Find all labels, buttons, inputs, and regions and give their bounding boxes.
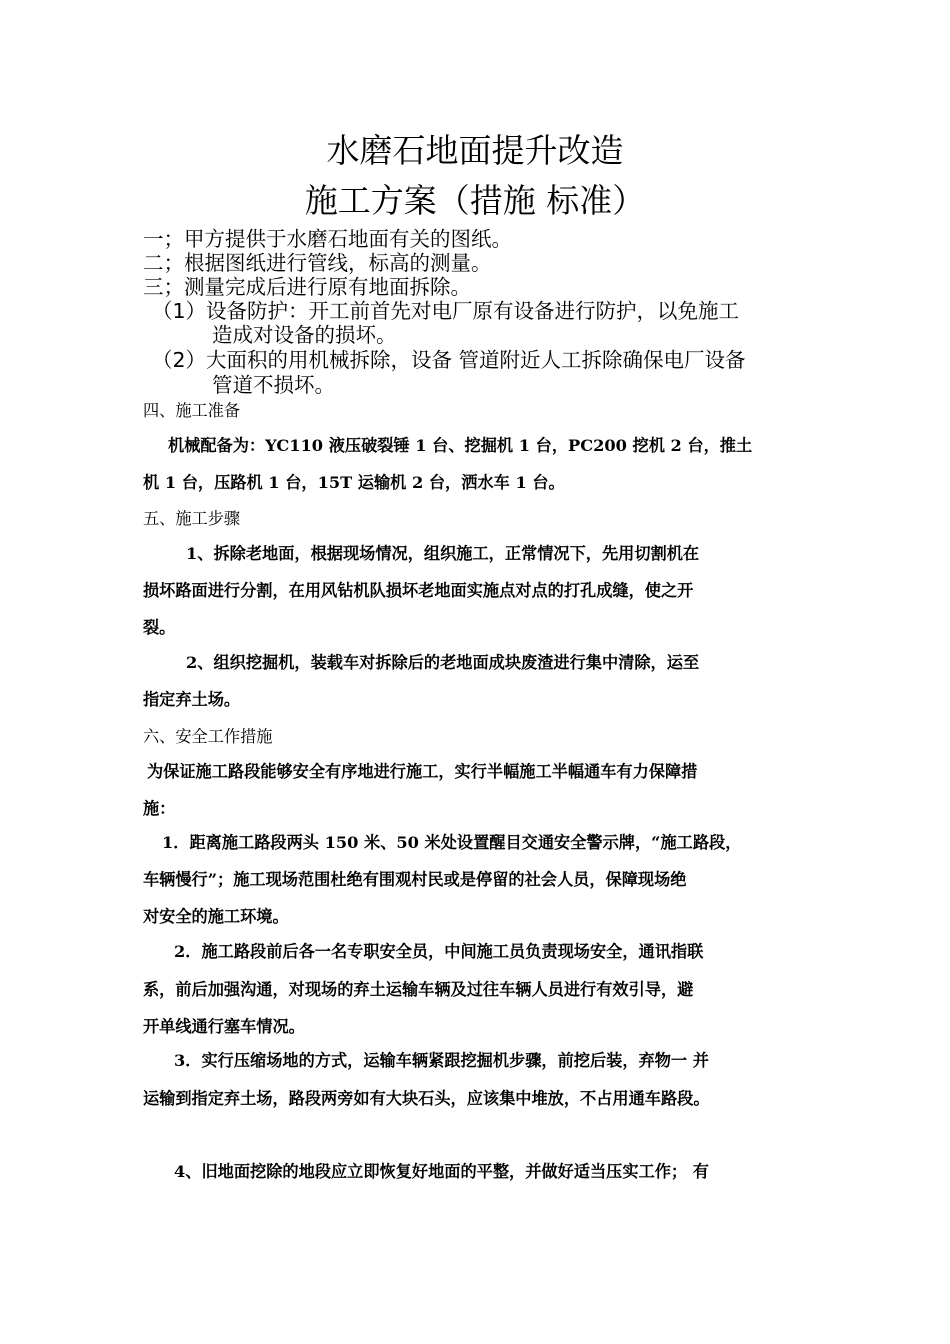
intro-subitem-1-line2: 造成对设备的损坏。 bbox=[212, 323, 397, 347]
intro-item-1: 一；甲方提供于水磨石地面有关的图纸。 bbox=[143, 227, 512, 251]
section-5-p1-line2: 损坏路面进行分割，在用风钻机队损坏老地面实施点对点的打孔成缝，使之开 bbox=[143, 581, 694, 600]
section-5-heading: 五、施工步骤 bbox=[143, 509, 241, 528]
section-4-line2: 机 1 台，压路机 1 台，15T 运输机 2 台，洒水车 1 台。 bbox=[143, 473, 565, 492]
measure-2-line2: 系，前后加强沟通，对现场的弃土运输车辆及过往车辆人员进行有效引导，避 bbox=[143, 980, 694, 999]
document-title-line1: 水磨石地面提升改造 bbox=[326, 131, 624, 170]
intro-item-3: 三；测量完成后进行原有地面拆除。 bbox=[143, 275, 471, 299]
section-5-p1-line1: 1、拆除老地面，根据现场情况，组织施工，正常情况下，先用切割机在 bbox=[186, 544, 700, 563]
section-4-heading: 四、施工准备 bbox=[143, 401, 241, 420]
section-6-intro-line2: 施： bbox=[143, 799, 176, 818]
section-5-p1-line3: 裂。 bbox=[143, 618, 176, 637]
section-5-p2-line1: 2、组织挖掘机，装载车对拆除后的老地面成块废渣进行集中清除，运至 bbox=[186, 653, 700, 672]
section-4-line1: 机械配备为：YC110 液压破裂锤 1 台、挖掘机 1 台，PC200 挖机 2 台，推土 bbox=[168, 436, 753, 455]
measure-1-line1: 1．距离施工路段两头 150 米、50 米处设置醒目交通安全警示牌，“施工路段， bbox=[162, 833, 742, 852]
measure-1-line2: 车辆慢行”；施工现场范围杜绝有围观村民或是停留的社会人员，保障现场绝 bbox=[143, 870, 687, 889]
measure-1-line3: 对安全的施工环境。 bbox=[143, 907, 289, 926]
intro-subitem-2-line2: 管道不损坏。 bbox=[212, 373, 335, 397]
section-6-heading: 六、安全工作措施 bbox=[143, 727, 273, 746]
section-5-p2-line2: 指定弃土场。 bbox=[143, 690, 241, 709]
document-title-line2: 施工方案（措施 标准） bbox=[304, 181, 646, 220]
section-6-intro-line1: 为保证施工路段能够安全有序地进行施工，实行半幅施工半幅通车有力保障措 bbox=[147, 762, 698, 781]
intro-subitem-2-line1: （2）大面积的用机械拆除，设备 管道附近人工拆除确保电厂设备 bbox=[152, 348, 746, 372]
measure-3-line2: 运输到指定弃土场，路段两旁如有大块石头，应该集中堆放，不占用通车路段。 bbox=[143, 1089, 710, 1108]
measure-4-line1: 4、旧地面挖除的地段应立即恢复好地面的平整，并做好适当压实工作； 有 bbox=[174, 1162, 709, 1181]
intro-item-2: 二；根据图纸进行管线，标高的测量。 bbox=[143, 251, 492, 275]
measure-2-line3: 开单线通行塞车情况。 bbox=[143, 1017, 305, 1036]
measure-2-line1: 2．施工路段前后各一名专职安全员，中间施工员负责现场安全，通讯指联 bbox=[174, 942, 704, 961]
intro-subitem-1-line1: （1）设备防护：开工前首先对电厂原有设备进行防护，以免施工 bbox=[152, 299, 740, 323]
measure-3-line1: 3．实行压缩场地的方式，运输车辆紧跟挖掘机步骤，前挖后装，弃物一 并 bbox=[174, 1051, 709, 1070]
